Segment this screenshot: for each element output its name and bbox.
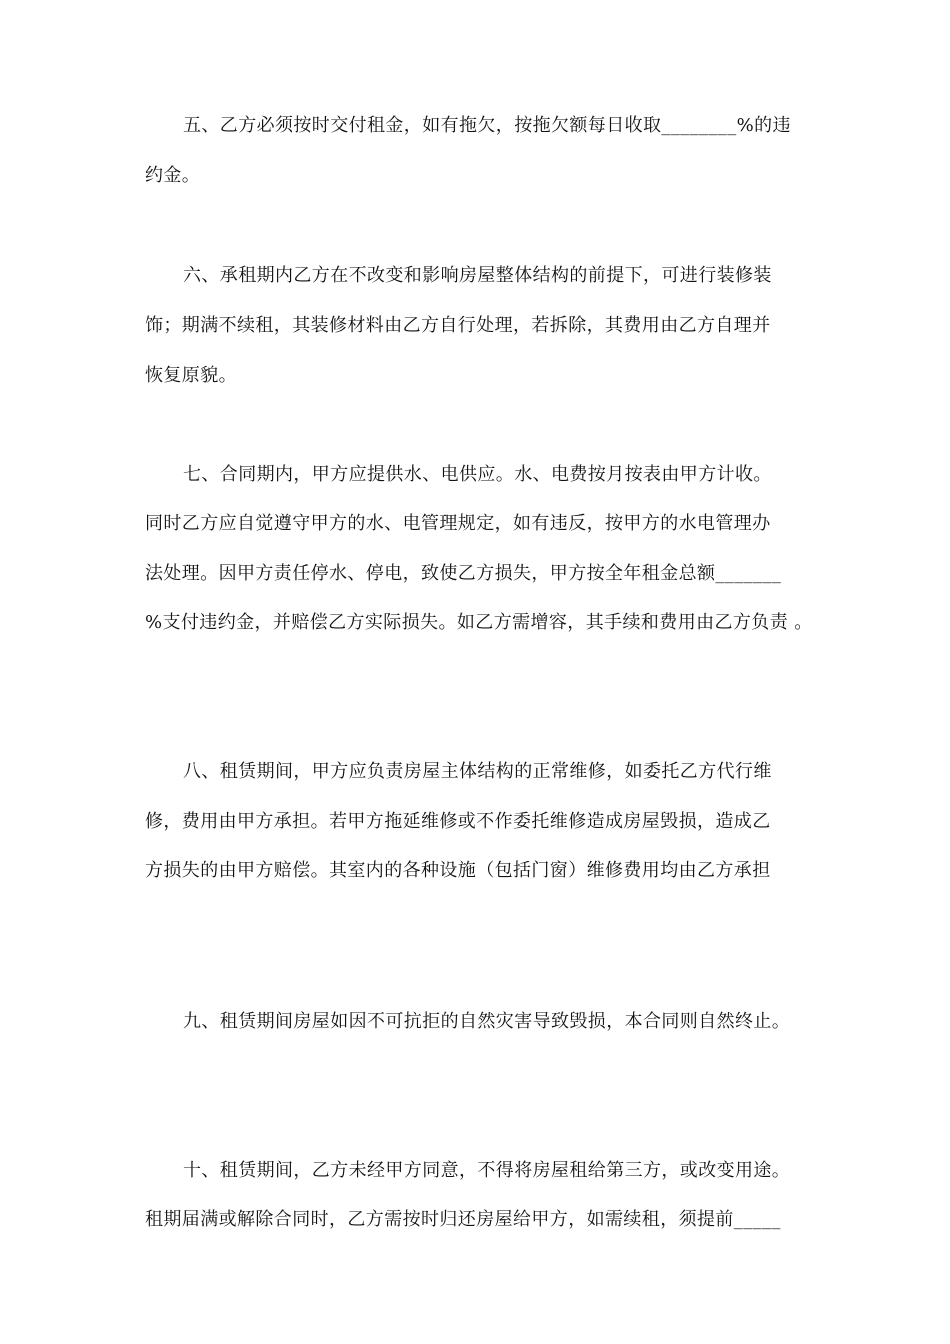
clause-10-line-2: 租期届满或解除合同时，乙方需按时归还房屋给甲方，如需续租，须提前_____ [145, 1209, 781, 1230]
clause-8-line-1: 八、租赁期间，甲方应负责房屋主体结构的正常维修，如委托乙方代行维 [183, 761, 772, 782]
clause-6-line-2: 饰；期满不续租，其装修材料由乙方自行处理，若拆除，其费用由乙方自理并 [145, 315, 771, 336]
clause-8-line-3: 方损失的由甲方赔偿。其室内的各种设施（包括门窗）维修费用均由乙方承担 [145, 860, 771, 881]
clause-5-line-2: 约金。 [145, 165, 201, 186]
clause-9-line-1: 九、租赁期间房屋如因不可抗拒的自然灾害导致毁损，本合同则自然终止。 [183, 1011, 791, 1032]
clause-7-line-4: %支付违约金，并赔偿乙方实际损失。如乙方需增容，其手续和费用由乙方负责 。 [145, 612, 813, 633]
clause-7-line-3: 法处理。因甲方责任停水、停电，致使乙方损失，甲方按全年租金总额_______ [145, 563, 782, 584]
clause-6-line-3: 恢复原貌。 [145, 365, 237, 386]
clause-5-line-1: 五、乙方必须按时交付租金，如有拖欠，按拖欠额每日收取________%的违 [183, 115, 791, 136]
clause-6-line-1: 六、承租期内乙方在不改变和影响房屋整体结构的前提下，可进行装修装 [183, 265, 772, 286]
clause-7-line-2: 同时乙方应自觉遵守甲方的水、电管理规定，如有违反，按甲方的水电管理办 [145, 513, 771, 534]
clause-10-line-1: 十、租赁期间，乙方未经甲方同意，不得将房屋租给第三方，或改变用途。 [183, 1160, 791, 1181]
clause-8-line-2: 修，费用由甲方承担。若甲方拖延维修或不作委托维修造成房屋毁损，造成乙 [145, 811, 771, 832]
clause-7-line-1: 七、合同期内，甲方应提供水、电供应。水、电费按月按表由甲方计收。 [183, 464, 772, 485]
